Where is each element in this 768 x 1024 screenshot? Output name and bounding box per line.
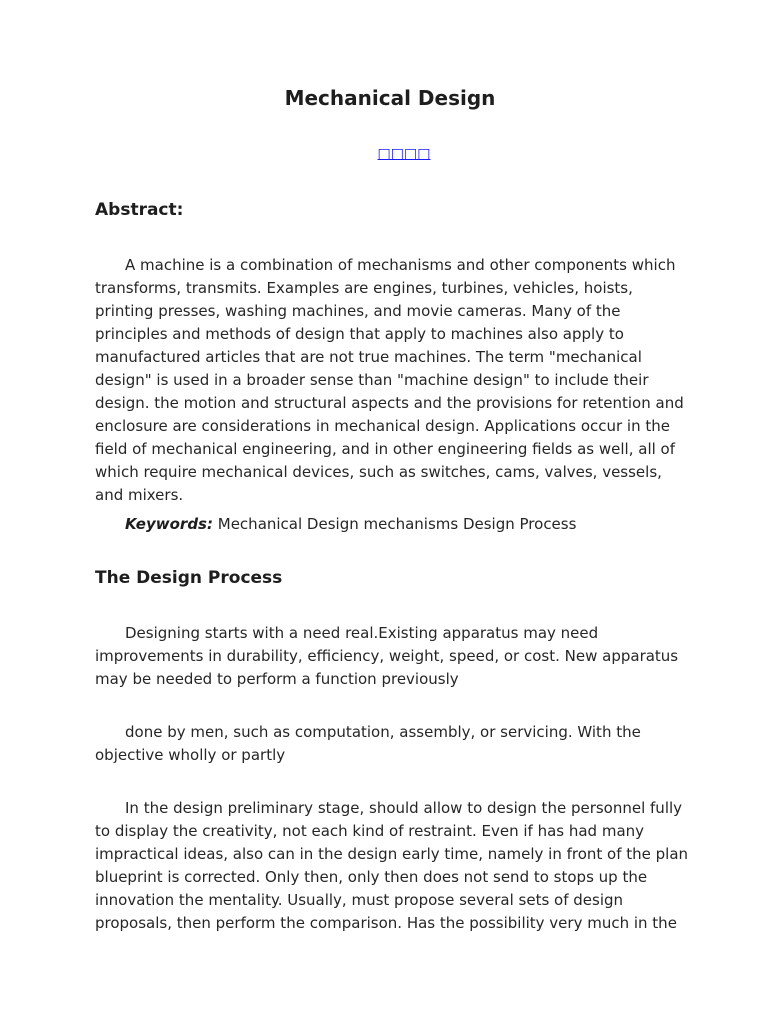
body-paragraph-2: done by men, such as computation, assembly, or servicing. With the objective wholly or partly (95, 723, 641, 764)
body-paragraph-3: In the design preliminary stage, should allow to design the personnel fully to display the creativity, not each kind of restraint. Even if has had many impractical ideas, also can in the design early time, namely in front of the plan blueprint is corrected. Only then, only then does not send to stops up the innovation the mentality. Usually, must propose several sets of design proposals, then perform the comparison. Has the possibility very much in the (95, 799, 689, 932)
keywords-line (95, 513, 690, 536)
keywords-label: Keywords: (125, 515, 213, 533)
author-link[interactable]: □□□□ (377, 146, 431, 162)
keywords-text: Mechanical Design mechanisms Design Process (217, 515, 577, 533)
body-paragraph-1: Designing starts with a need real.Existing apparatus may need improvements in durability, efficiency, weight, speed, or cost. New apparatus may be needed to perform a function previously (95, 624, 679, 688)
abstract-paragraph: A machine is a combination of mechanisms and other components which transforms, transmits. Examples are engines, turbines, vehicles, hoists, printing presses, washing machines, and movie cameras. Many of the principles and methods of design that apply to machines also apply to manufactured articles that are not true machines. The term "mechanical design" is used in a broader sense than "machine design" to include their design. the motion and structural aspects and the provisions for retention and enclosure are considerations in mechanical design. Applications occur in the field of mechanical engineering, and in other engineering fields as well, all of which require mechanical devices, such as switches, cams, valves, vessels, and mixers. (95, 256, 684, 504)
design-process-heading: The Design Process (95, 568, 283, 588)
document-title: Mechanical Design (284, 86, 496, 110)
abstract-heading: Abstract: (95, 200, 184, 220)
